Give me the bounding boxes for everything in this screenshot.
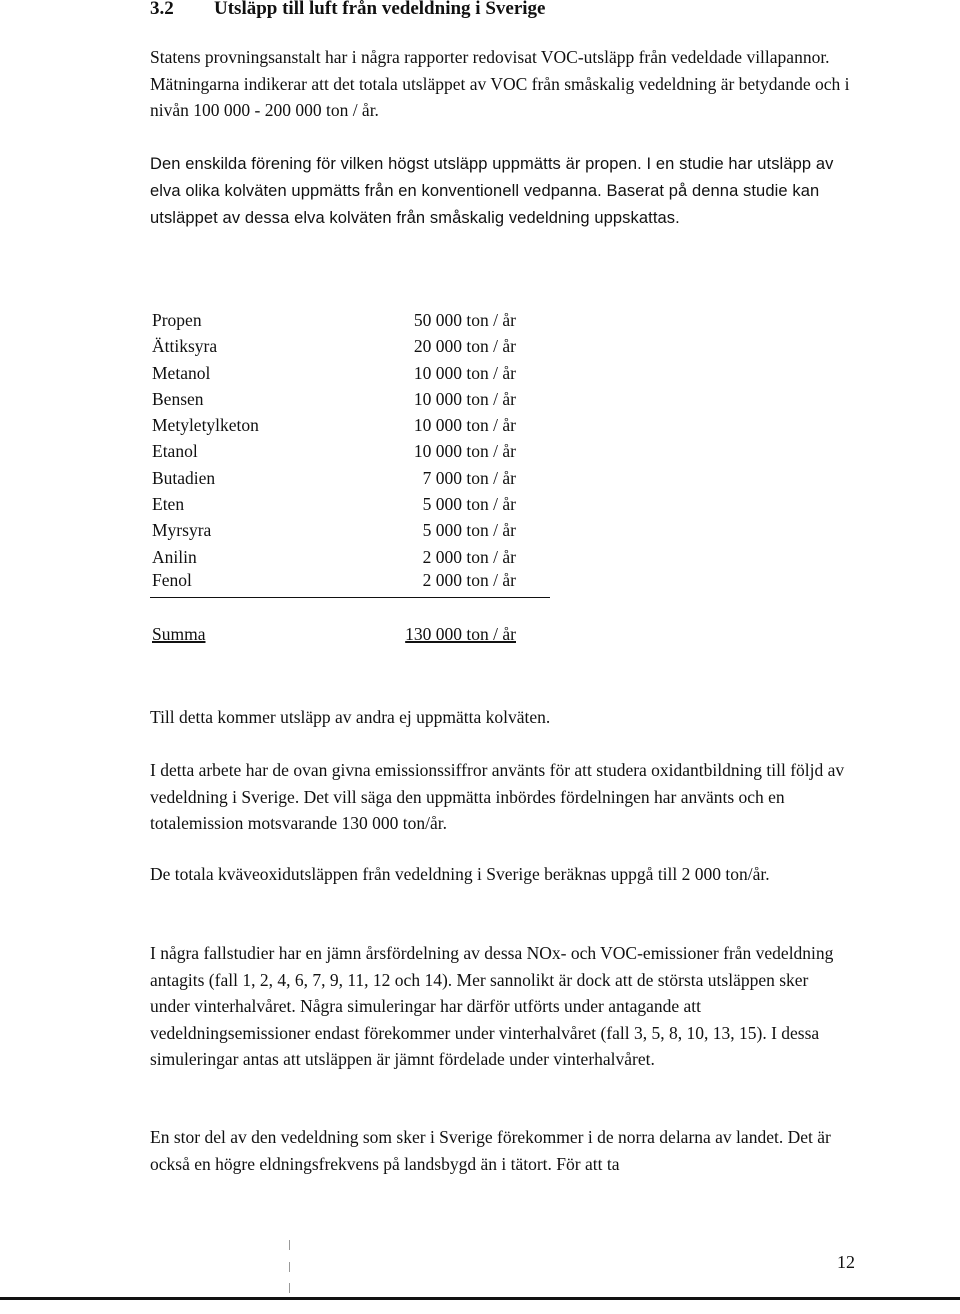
section-title: Utsläpp till luft från vedeldning i Sverige <box>214 0 546 19</box>
compound-value: 7 000 ton / år <box>422 467 516 488</box>
table-row <box>150 363 550 389</box>
compound-value: 5 000 ton / år <box>422 494 516 515</box>
compound-value: 50 000 ton / år <box>413 310 516 330</box>
compound-name: Propen <box>152 310 202 330</box>
emissions-total-row <box>150 624 550 650</box>
paragraph-intro: Statens provningsanstalt har i några rapporter redovisat VOC-utsläpp från vedeldade villapannor. Mätningarna indikerar att det totala utsläppet av VOC från småskalig vedeldning är betydande och i nivån 100 000 - 200 000 ton / år. <box>150 47 850 120</box>
compound-name: Anilin <box>152 546 197 567</box>
section-number: 3.2 <box>150 0 174 19</box>
paragraph-study: Den enskilda förening för vilken högst utsläpp uppmätts är propen. I en studie har utsläpp av elva olika kolväten uppmätts från en konventionell vedpanna. Baserat på denna studie kan utsläppet av dessa elva kolväten från småskalig vedeldning uppskattas. <box>150 155 834 227</box>
table-row <box>150 468 550 494</box>
compound-name: Myrsyra <box>152 520 212 541</box>
compound-name: Fenol <box>152 569 192 590</box>
compound-name: Eten <box>152 494 185 515</box>
total-value: 130 000 ton / år <box>405 624 516 644</box>
compound-value: 10 000 ton / år <box>413 362 516 383</box>
paragraph-other-hydrocarbons: Till detta kommer utsläpp av andra ej uppmätta kolväten. <box>150 707 551 727</box>
compound-value: 2 000 ton / år <box>422 546 516 567</box>
table-row <box>150 441 550 467</box>
table-row <box>150 336 550 362</box>
compound-value: 10 000 ton / år <box>413 441 516 462</box>
paragraph-method: I detta arbete har de ovan givna emissionssiffror använts för att studera oxidantbildning till följd av vedeldning i Sverige. Det vill säga den uppmätta inbördes fördelningen har använts och en totalemission motsvarande 130 000 ton/år. <box>150 760 845 833</box>
compound-value: 10 000 ton / år <box>413 415 516 436</box>
compound-name: Ättiksyra <box>152 336 218 357</box>
page-number: 12 <box>837 1252 855 1272</box>
compound-value: 5 000 ton / år <box>422 520 516 541</box>
compound-name: Bensen <box>152 388 204 409</box>
table-row <box>150 520 550 546</box>
scan-mark <box>289 1262 290 1272</box>
paragraph-regional: En stor del av den vedeldning som sker i Sverige förekommer i de norra delarna av landet. Det är också en högre eldningsfrekvens på landsbygd än i tätort. För att ta <box>150 1127 831 1174</box>
table-row <box>150 415 550 441</box>
compound-value: 10 000 ton / år <box>413 388 516 409</box>
footer-rule <box>0 1297 960 1300</box>
paragraph-case-studies: I några fallstudier har en jämn årsfördelning av dessa NOx- och VOC-emissioner från vedeldning antagits (fall 1, 2, 4, 6, 7, 9, 11, 12 och 14). Mer sannolikt är dock att de största utsläppen sker under vinterhalvåret. Några simuleringar har därför utförts under antagande att vedeldningsemissioner endast förekommer under vinterhalvåret (fall 3, 5, 8, 10, 13, 15). I dessa simuleringar antas att utsläppen är jämnt fördelade under vinterhalvåret. <box>150 943 834 1069</box>
compound-value: 2 000 ton / år <box>422 569 516 590</box>
scan-mark <box>289 1283 290 1293</box>
total-label: Summa <box>152 624 206 644</box>
table-row <box>150 494 550 520</box>
table-row <box>150 389 550 415</box>
compound-name: Metanol <box>152 362 211 383</box>
compound-name: Etanol <box>152 441 198 462</box>
compound-name: Butadien <box>152 467 216 488</box>
scan-mark <box>289 1240 290 1250</box>
emissions-table <box>150 310 550 598</box>
compound-value: 20 000 ton / år <box>413 336 516 357</box>
table-row <box>150 569 550 598</box>
table-row <box>150 310 550 336</box>
paragraph-nox: De totala kväveoxidutsläppen från vedeldning i Sverige beräknas uppgå till 2 000 ton/år. <box>150 864 770 884</box>
compound-name: Metyletylketon <box>152 415 259 436</box>
